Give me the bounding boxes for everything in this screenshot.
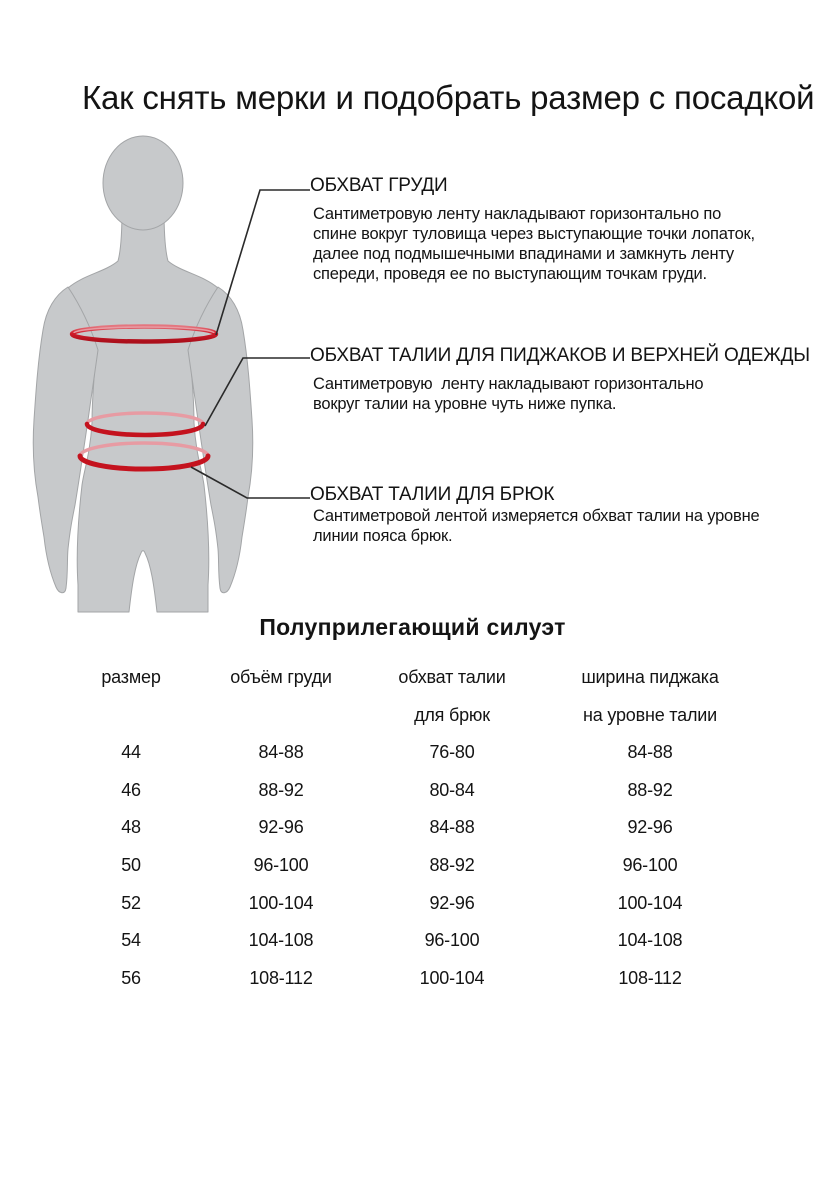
- desc-line: Сантиметровой лентой измеряется обхват талии на уровне: [313, 507, 760, 525]
- desc-line: Сантиметровую ленту накладывают горизонтально: [313, 375, 704, 393]
- table-cell: 96-100: [424, 930, 480, 951]
- column-header: объём груди: [230, 667, 332, 687]
- table-cell: 92-96: [627, 817, 673, 838]
- head-shape: [103, 136, 183, 230]
- table-cell: 104-108: [248, 930, 314, 951]
- column-header: размер: [101, 667, 161, 687]
- section-desc-jacket-waist: [313, 374, 703, 414]
- table-cell: 84-88: [258, 742, 304, 763]
- column-header: обхват талии: [398, 667, 506, 687]
- table-cell: 88-92: [429, 854, 475, 875]
- size-table-title: Полуприлегающий силуэт: [259, 614, 566, 640]
- table-cell: 56: [121, 967, 141, 988]
- table-cell: 84-88: [627, 742, 673, 763]
- table-cell: 104-108: [617, 930, 683, 951]
- table-cell: 44: [121, 742, 141, 763]
- table-cell: 80-84: [429, 779, 475, 800]
- column-header: на уровне талии: [583, 704, 717, 725]
- table-cell: 96-100: [622, 854, 678, 875]
- section-desc-chest: [313, 204, 755, 284]
- table-cell: 100-104: [248, 892, 314, 913]
- table-cell: 54: [121, 930, 141, 951]
- measurement-figure: [10, 125, 310, 620]
- table-cell: 76-80: [429, 742, 475, 763]
- section-heading-jacket-waist: ОБХВАТ ТАЛИИ ДЛЯ ПИДЖАКОВ И ВЕРХНЕЙ ОДЕЖДЫ: [310, 345, 810, 366]
- table-cell: 92-96: [258, 817, 304, 838]
- size-table: [60, 665, 756, 1003]
- table-cell: 88-92: [627, 779, 673, 800]
- table-cell: 92-96: [429, 892, 475, 913]
- table-cell: 96-100: [253, 854, 309, 875]
- column-header: для брюк: [414, 704, 490, 725]
- table-cell: 108-112: [249, 967, 313, 988]
- desc-line: далее под подмышечными впадинами и замкнуть ленту: [313, 245, 734, 263]
- desc-line: Сантиметровую ленту накладывают горизонтально по: [313, 205, 722, 223]
- desc-line: линии пояса брюк.: [313, 527, 453, 545]
- table-cell: 48: [121, 817, 141, 838]
- table-cell: 46: [121, 779, 141, 800]
- column-header: [60, 703, 202, 741]
- desc-line: спине вокруг туловища через выступающие точки лопаток,: [313, 225, 755, 243]
- desc-line: вокруг талии на уровне чуть ниже пупка.: [313, 395, 617, 413]
- table-cell: 100-104: [419, 967, 485, 988]
- male-silhouette: [33, 136, 253, 612]
- table-cell: 84-88: [429, 817, 475, 838]
- table-cell: 88-92: [258, 779, 304, 800]
- table-cell: 52: [121, 892, 141, 913]
- page-title: Как снять мерки и подобрать размер с посадкой: [82, 79, 815, 116]
- table-cell: 108-112: [618, 967, 682, 988]
- desc-line: спереди, проведя ее по выступающим точкам груди.: [313, 265, 707, 283]
- table-cell: 100-104: [617, 892, 683, 913]
- section-heading-trouser-waist: ОБХВАТ ТАЛИИ ДЛЯ БРЮК: [310, 484, 555, 505]
- column-header: [202, 703, 360, 741]
- column-header: ширина пиджака: [581, 667, 719, 687]
- section-desc-trouser-waist: [313, 506, 759, 546]
- table-cell: 50: [121, 854, 141, 875]
- section-heading-chest: ОБХВАТ ГРУДИ: [310, 175, 448, 196]
